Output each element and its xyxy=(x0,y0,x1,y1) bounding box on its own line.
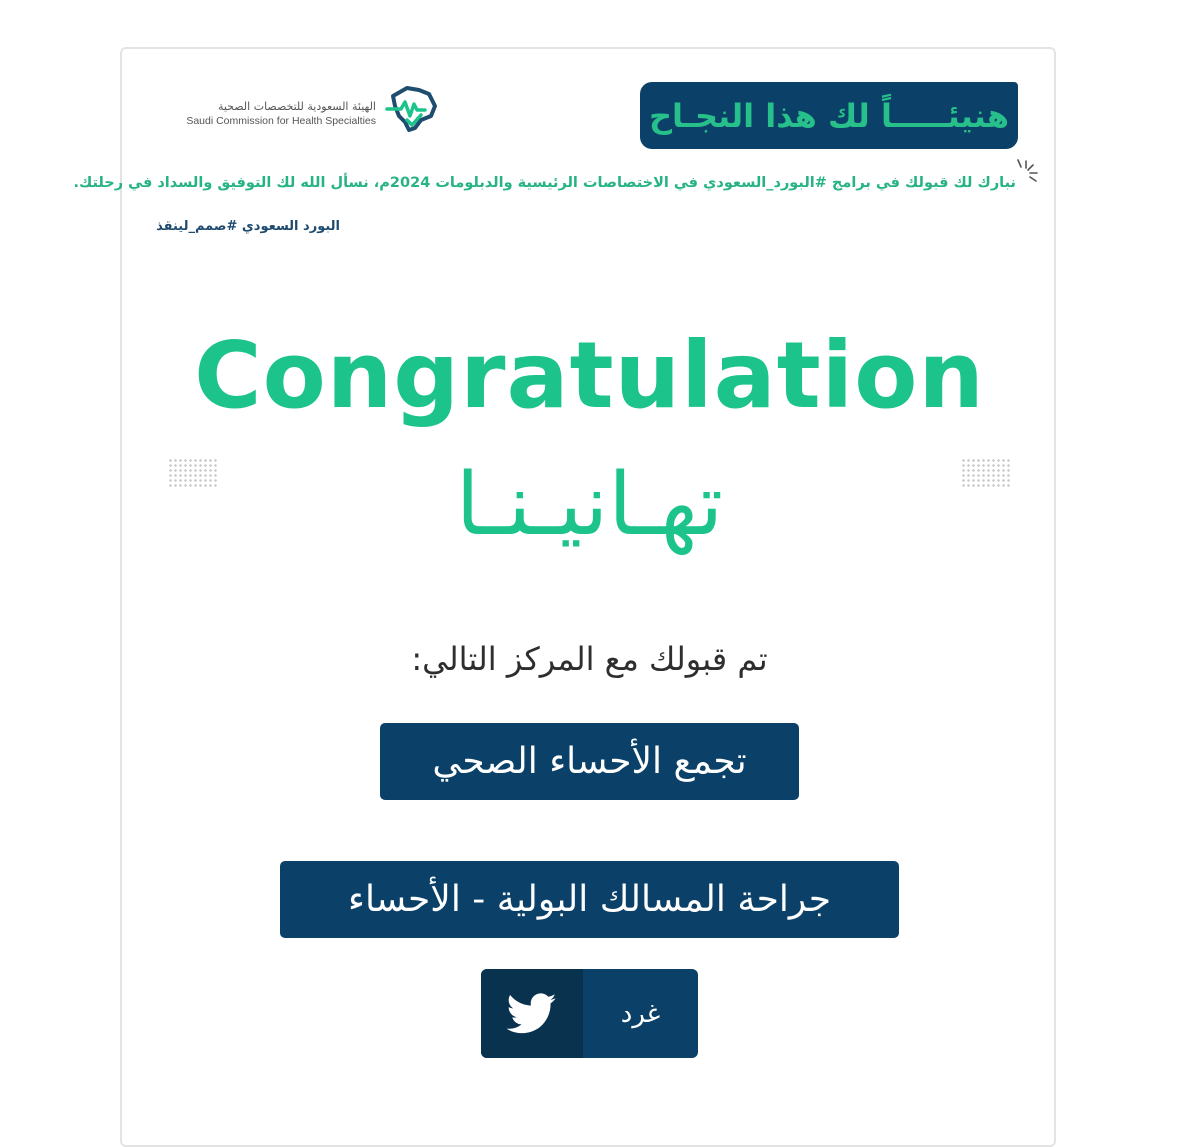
heartbeat-map-icon xyxy=(385,82,439,136)
logo-text xyxy=(180,100,376,128)
twitter-bird-icon xyxy=(507,993,557,1035)
scfhs-logo xyxy=(180,82,440,138)
success-banner xyxy=(640,82,1018,149)
title-english: Congratulation xyxy=(194,322,985,429)
accepted-specialty-badge xyxy=(280,861,899,938)
sparkle-icon xyxy=(1012,158,1042,188)
title-arabic: تهـانيـنـا xyxy=(455,455,724,555)
banner-title: هنيئـــــاً لك هذا النجـاح xyxy=(648,96,1010,135)
twitter-icon-box[interactable] xyxy=(481,969,583,1058)
tweet-label[interactable]: غرد xyxy=(620,998,661,1029)
accepted-center-badge xyxy=(380,723,799,800)
logo-name-ar: الهيئة السعودية للتخصصات الصحية xyxy=(217,100,376,113)
accepted-center-name: تجمع الأحساء الصحي xyxy=(432,741,747,782)
tweet-button[interactable] xyxy=(481,969,698,1058)
logo-name-en: Saudi Commission for Health Specialties xyxy=(186,115,376,127)
acceptance-label: تم قبولك مع المركز التالي: xyxy=(411,640,768,678)
accepted-specialty-name: جراحة المسالك البولية - الأحساء xyxy=(348,879,831,920)
hashtag-line: البورد السعودي #صمم_لينقذ xyxy=(156,219,340,234)
congratulation-message: نبارك لك قبولك في برامج #البورد_السعودي في الاختصاصات الرئيسية والدبلومات 2024م، نسأل الله لك التوفيق والسداد في رحلتك. xyxy=(73,175,1016,191)
